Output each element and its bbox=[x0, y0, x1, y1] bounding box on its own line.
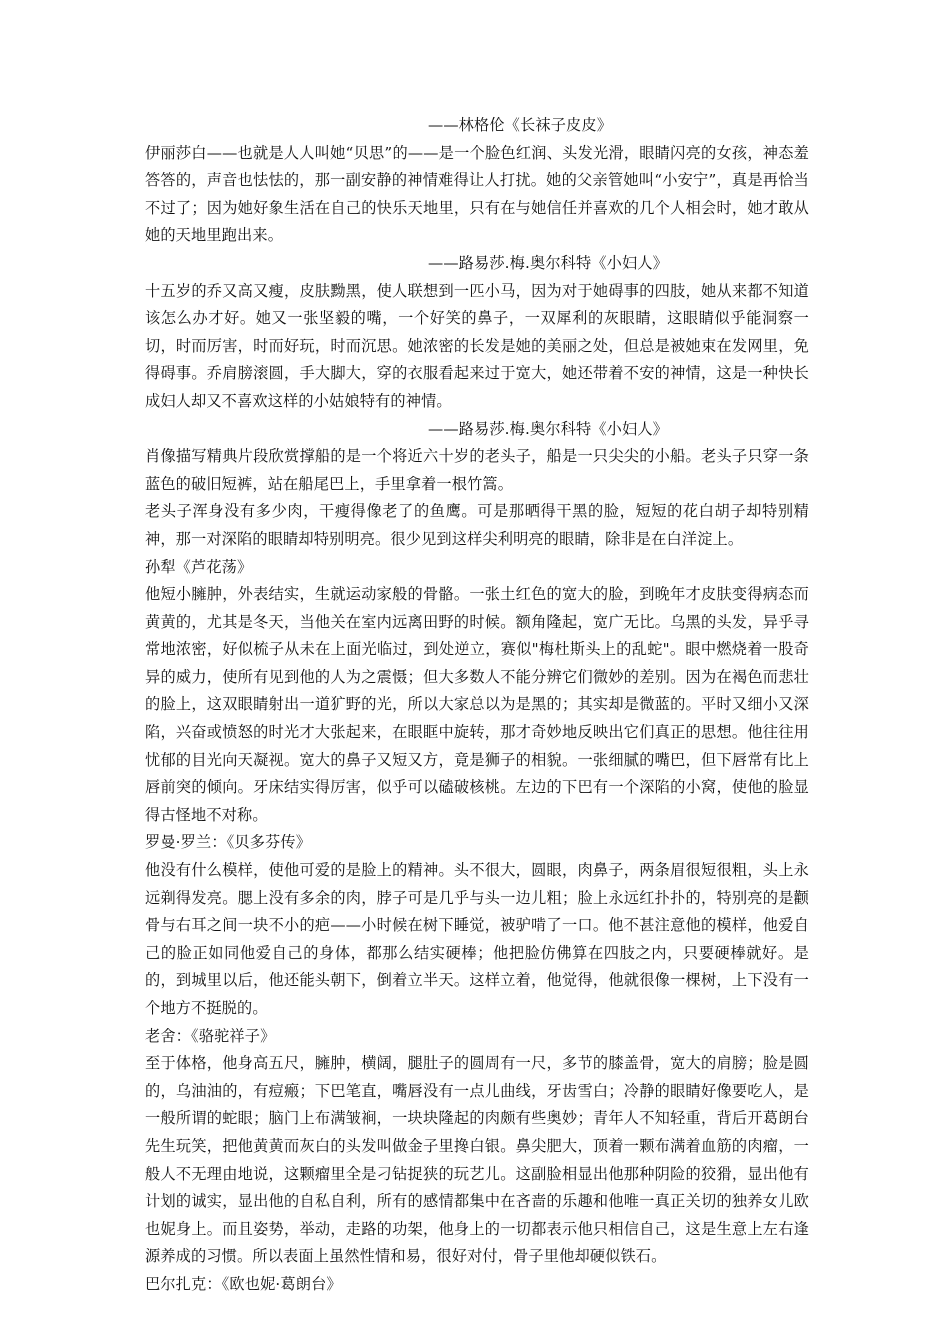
source-sunli: 孙犁《芦花荡》 bbox=[145, 557, 253, 576]
attribution-alcott-2: ——路易莎.梅.奥尔科特《小妇人》 bbox=[428, 419, 669, 438]
passage-grandet: 至于体格，他身高五尺，臃肿，横阔，腿肚子的圆周有一尺，多节的膝盖骨，宽大的肩膀；脸是圆的，乌油油的，有痘瘢；下巴笔直，嘴唇没有一点儿曲线，牙齿雪白；冷静的眼睛好像要吃人，是一般所谓的蛇眼；脑门上布满皱裥，一块块隆起的肉颇有些奥妙；青年人不知轻重，背后开葛朗台先生玩笑，把他黄黄而灰白的头发叫做金子里搀白银。鼻尖肥大，顶着一颗布满着血筋的肉瘤，一般人不无理由地说，这颗瘤里全是刁钻捉狭的玩艺儿。这副脸相显出他那种阴险的狡猾，显出他有计划的诚实，显出他的自私自利，所有的感情都集中在吝啬的乐趣和他唯一真正关切的独养女儿欧也妮身上。而且姿势，举动，走路的功架，他身上的一切都表示他只相信自己，这是生意上左右逢源养成的习惯。所以表面上虽然性情和易，很好对付，骨子里他却硬似铁石。 bbox=[145, 1054, 809, 1266]
passage-jo: 十五岁的乔又高又瘦，皮肤黝黑，使人联想到一匹小马，因为对于她碍事的四肢，她从来都不知道该怎么办才好。她又一张坚毅的嘴，一个好笑的鼻子，一双犀利的灰眼睛，这眼睛似乎能洞察一切，时而厉害，时而好玩，时而沉思。她浓密的长发是她的美丽之处，但总是被她束在发网里，免得碍事。乔肩膀滚圆，手大脚大，穿的衣服看起来过于宽大，她还带着不安的神情，这是一种快长成妇人却又不喜欢这样的小姑娘特有的神情。 bbox=[145, 281, 809, 410]
passage-beth: 伊丽莎白——也就是人人叫她“贝思”的——是一个脸色红润、头发光滑，眼睛闪亮的女孩，神态羞答答的，声音也怯怯的，那一副安静的神情难得让人打扰。她的父亲管她叫“小安宁”，真是再恰当不过了；因为她好象生活在自己的快乐天地里，只有在与她信任并喜欢的几个人相会时，她才敢从她的天地里跑出来。 bbox=[145, 143, 809, 245]
source-balzac: 巴尔扎克：《欧也妮·葛朗台》 bbox=[145, 1274, 342, 1293]
attribution-alcott-1: ——路易莎.梅.奥尔科特《小妇人》 bbox=[428, 253, 669, 272]
attribution-lindgren: ——林格伦《长袜子皮皮》 bbox=[428, 116, 613, 134]
source-laoshe: 老舍：《骆驼祥子》 bbox=[145, 1026, 276, 1045]
passage-old-man: 老头子浑身没有多少肉，干瘦得像老了的鱼鹰。可是那晒得干黑的脸，短短的花白胡子却特别精神，那一对深陷的眼睛却特别明亮。很少见到这样尖利明亮的眼睛，除非是在白洋淀上。 bbox=[145, 502, 809, 548]
passage-xiangzi: 他没有什么模样，使他可爱的是脸上的精神。头不很大，圆眼，肉鼻子，两条眉很短很粗，头上永远剃得发亮。腮上没有多余的肉，脖子可是几乎与头一边儿粗；脸上永远红扑扑的，特别亮的是颧骨与右耳之间一块不小的疤——小时候在树下睡觉，被驴啃了一口。他不甚注意他的模样，他爱自己的脸正如同他爱自己的身体，都那么结实硬棒；他把脸仿佛算在四肢之内，只要硬棒就好。是的，到城里以后，他还能头朝下，倒着立半天。这样立着，他觉得，他就很像一棵树，上下没有一个地方不挺脱的。 bbox=[145, 861, 809, 1017]
source-rolland: 罗曼·罗兰：《贝多芬传》 bbox=[145, 833, 312, 852]
passage-boatman: 肖像描写精典片段欣赏撑船的是一个将近六十岁的老头子，船是一只尖尖的小船。老头子只穿一条蓝色的破旧短裤，站在船尾巴上，手里拿着一根竹篙。 bbox=[145, 447, 809, 493]
document-page bbox=[145, 112, 809, 1299]
passage-beethoven: 他短小臃肿，外表结实，生就运动家般的骨骼。一张土红色的宽大的脸，到晚年才皮肤变得病态而黄黄的，尤其是冬天，当他关在室内远离田野的时候。额角隆起，宽广无比。乌黑的头发，异乎寻常地浓密，好似梳子从未在上面光临过，到处逆立，赛似"梅杜斯头上的乱蛇"。眼中燃烧着一股奇异的威力，使所有见到他的人为之震慑；但大多数人不能分辨它们微妙的差别。因为在褐色而悲壮的脸上，这双眼睛射出一道犷野的光，所以大家总以为是黑的；其实却是微蓝的。平时又细小又深陷，兴奋或愤怒的时光才大张起来，在眼眶中旋转，那才奇妙地反映出它们真正的思想。他往往用忧郁的目光向天凝视。宽大的鼻子又短又方，竟是狮子的相貌。一张细腻的嘴巴，但下唇常有比上唇前突的倾向。牙床结实得厉害，似乎可以磕破核桃。左边的下巴有一个深陷的小窝，使他的脸显得古怪地不对称。 bbox=[145, 585, 809, 824]
